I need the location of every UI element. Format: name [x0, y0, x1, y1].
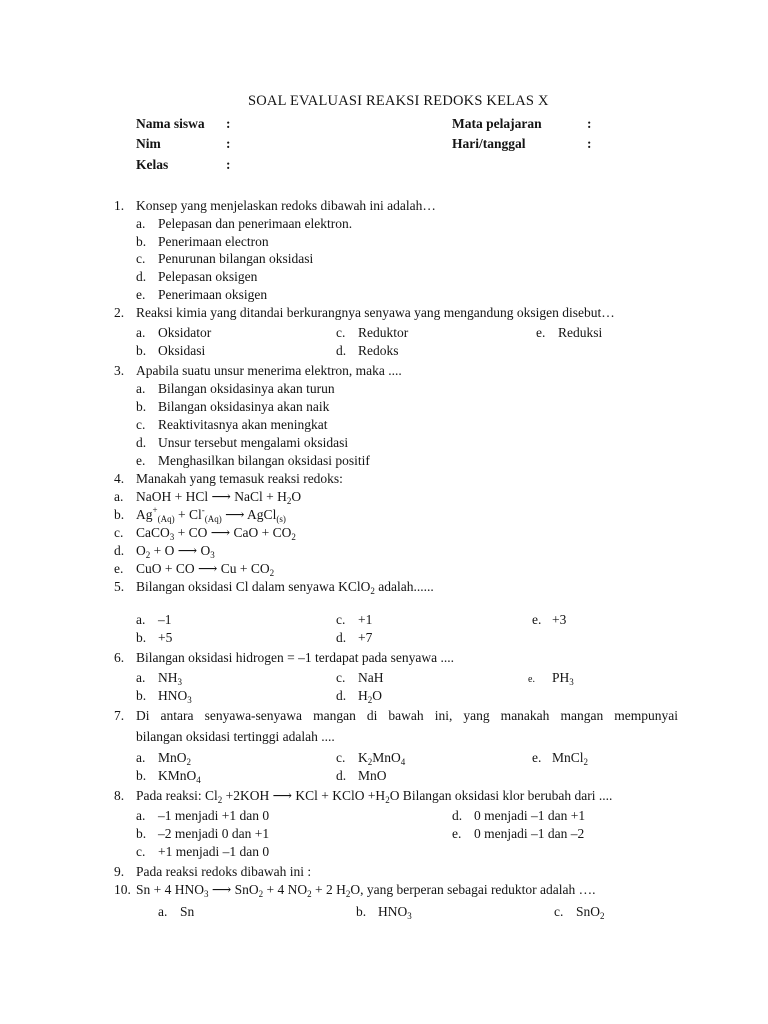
q2-option-e: Reduksi: [558, 325, 603, 340]
q4-option-b: $Ag^+_{(Aq)} + Cl^-_{(Aq)}$ ⟶ AgCl$_{(s)}$: [136, 505, 286, 524]
q1-a-letter: a.: [136, 216, 146, 231]
page-title: SOAL EVALUASI REAKSI REDOKS KELAS X: [248, 93, 549, 109]
hari-tanggal-colon: :: [587, 136, 592, 151]
q1-b-letter: b.: [136, 234, 147, 249]
q6-option-e: $PH_3$: [552, 670, 574, 687]
q6-number: 6.: [114, 650, 125, 665]
q5-option-c: +1: [358, 612, 373, 627]
kelas-label: Kelas: [136, 157, 169, 172]
q6-option-d: $H_2O$: [358, 688, 382, 705]
q7-d-letter: d.: [336, 768, 347, 783]
q5-option-e: +3: [552, 612, 567, 627]
q8-e-letter: e.: [452, 826, 462, 841]
q3-e-letter: e.: [136, 453, 146, 468]
q10-b-letter: b.: [356, 904, 367, 919]
q4-a-letter: a.: [114, 489, 124, 504]
q3-d-letter: d.: [136, 435, 147, 450]
q7-b-letter: b.: [136, 768, 147, 783]
q3-number: 3.: [114, 363, 125, 378]
q4-b-letter: b.: [114, 507, 125, 522]
q6-b-letter: b.: [136, 688, 147, 703]
q6-option-b: $HNO_3$: [158, 688, 192, 705]
q10-a-letter: a.: [158, 904, 168, 919]
q8-number: 8.: [114, 788, 125, 803]
q1-e-letter: e.: [136, 287, 146, 302]
q5-option-a: –1: [158, 612, 172, 627]
q7-option-c: $K_2MnO_4$: [358, 750, 406, 767]
q7-e-letter: e.: [532, 750, 542, 765]
q3-option-c: Reaktivitasnya akan meningkat: [158, 417, 328, 432]
q7-text-line1: Di antara senyawa-senyawa mangan di bawah ini, yang manakah mangan mempunyai: [136, 708, 678, 723]
q2-d-letter: d.: [336, 343, 347, 358]
q5-a-letter: a.: [136, 612, 146, 627]
q6-a-letter: a.: [136, 670, 146, 685]
q4-option-e: CuO + CO ⟶ $Cu + CO_2$: [136, 561, 275, 578]
q6-option-a: $NH_3$: [158, 670, 182, 687]
q10-text: Sn + 4 $HNO_3$ ⟶ SnO$_2$ + 4 $NO_2 + 2$ $H_2O$, yang berperan sebagai reduktor adalah ….: [136, 882, 596, 899]
q8-d-letter: d.: [452, 808, 463, 823]
q2-b-letter: b.: [136, 343, 147, 358]
q3-b-letter: b.: [136, 399, 147, 414]
q5-d-letter: d.: [336, 630, 347, 645]
q4-e-letter: e.: [114, 561, 124, 576]
q2-e-letter: e.: [536, 325, 546, 340]
q7-c-letter: c.: [336, 750, 346, 765]
q5-e-letter: e.: [532, 612, 542, 627]
q6-e-letter: e.: [528, 674, 535, 685]
q1-option-c: Penurunan bilangan oksidasi: [158, 251, 314, 266]
q6-option-c: NaH: [358, 670, 384, 685]
q5-c-letter: c.: [336, 612, 346, 627]
q10-c-letter: c.: [554, 904, 564, 919]
q7-option-b: KMnO$_4$: [158, 768, 201, 785]
q10-option-c: SnO$_2$: [576, 904, 605, 921]
q4-option-d: $O_2 + O$ ⟶ $O_3$: [136, 543, 215, 560]
q2-option-b: Oksidasi: [158, 343, 206, 358]
q1-option-d: Pelepasan oksigen: [158, 269, 258, 284]
q3-c-letter: c.: [136, 417, 146, 432]
q7-option-d: MnO: [358, 768, 387, 783]
q7-a-letter: a.: [136, 750, 146, 765]
mata-pelajaran-colon: :: [587, 116, 592, 131]
q3-text: Apabila suatu unsur menerima elektron, maka ....: [136, 363, 402, 378]
q2-option-a: Oksidator: [158, 325, 212, 340]
q5-number: 5.: [114, 579, 125, 594]
q6-d-letter: d.: [336, 688, 347, 703]
q10-option-b: $HNO_3$: [378, 904, 412, 921]
q3-option-a: Bilangan oksidasinya akan turun: [158, 381, 335, 396]
kelas-colon: :: [226, 157, 231, 172]
q7-option-e: MnCl$_2$: [552, 750, 589, 767]
q4-d-letter: d.: [114, 543, 125, 558]
q1-d-letter: d.: [136, 269, 147, 284]
q8-text: Pada reaksi: $Cl_2 +2KOH$ ⟶ KCl + KClO $+H_2O$ Bilangan oksidasi klor berubah dari ....: [136, 788, 613, 805]
nama-siswa-label: Nama siswa: [136, 116, 205, 131]
q1-option-b: Penerimaan electron: [158, 234, 269, 249]
q9-text: Pada reaksi redoks dibawah ini :: [136, 864, 312, 879]
q4-option-c: CaCO$_3$ + CO ⟶ CaO + $CO_2$: [136, 525, 296, 542]
q8-option-d: 0 menjadi –1 dan +1: [474, 808, 586, 823]
q1-text: Konsep yang menjelaskan redoks dibawah ini adalah…: [136, 198, 436, 213]
q4-text: Manakah yang temasuk reaksi redoks:: [136, 471, 343, 486]
q1-c-letter: c.: [136, 251, 146, 266]
q2-option-d: Redoks: [358, 343, 399, 358]
q10-option-a: Sn: [180, 904, 195, 919]
q8-b-letter: b.: [136, 826, 147, 841]
nim-label: Nim: [136, 136, 161, 151]
hari-tanggal-label: Hari/tanggal: [452, 136, 526, 151]
q7-number: 7.: [114, 708, 125, 723]
q9-number: 9.: [114, 864, 125, 879]
q4-c-letter: c.: [114, 525, 124, 540]
nim-colon: :: [226, 136, 231, 151]
q3-a-letter: a.: [136, 381, 146, 396]
q1-option-a: Pelepasan dan penerimaan elektron.: [158, 216, 353, 231]
q7-option-a: MnO$_2$: [158, 750, 192, 767]
q2-text: Reaksi kimia yang ditandai berkurangnya senyawa yang mengandung oksigen disebut…: [136, 305, 615, 320]
q2-a-letter: a.: [136, 325, 146, 340]
nama-siswa-colon: :: [226, 116, 231, 131]
q5-b-letter: b.: [136, 630, 147, 645]
q3-option-e: Menghasilkan bilangan oksidasi positif: [158, 453, 370, 468]
q6-c-letter: c.: [336, 670, 346, 685]
q2-option-c: Reduktor: [358, 325, 409, 340]
q6-text: Bilangan oksidasi hidrogen = –1 terdapat pada senyawa ....: [136, 650, 455, 665]
q8-a-letter: a.: [136, 808, 146, 823]
q3-option-d: Unsur tersebut mengalami oksidasi: [158, 435, 349, 450]
q3-option-b: Bilangan oksidasinya akan naik: [158, 399, 330, 414]
q1-number: 1.: [114, 198, 125, 213]
q2-c-letter: c.: [336, 325, 346, 340]
q2-number: 2.: [114, 305, 125, 320]
q5-option-b: +5: [158, 630, 173, 645]
q8-option-c: +1 menjadi –1 dan 0: [158, 844, 270, 859]
q7-text-line2: bilangan oksidasi tertinggi adalah ....: [136, 729, 335, 744]
q10-number: 10.: [114, 882, 131, 897]
q8-option-e: 0 menjadi –1 dan –2: [474, 826, 585, 841]
q4-number: 4.: [114, 471, 125, 486]
mata-pelajaran-label: Mata pelajaran: [452, 116, 542, 131]
q8-c-letter: c.: [136, 844, 146, 859]
q5-text: Bilangan oksidasi Cl dalam senyawa KClO$_2$ adalah......: [136, 579, 434, 596]
q8-option-a: –1 menjadi +1 dan 0: [158, 808, 270, 823]
q5-option-d: +7: [358, 630, 373, 645]
q1-option-e: Penerimaan oksigen: [158, 287, 268, 302]
q4-option-a: NaOH + HCl ⟶ NaCl + $H_2O$: [136, 489, 302, 506]
q8-option-b: –2 menjadi 0 dan +1: [158, 826, 270, 841]
